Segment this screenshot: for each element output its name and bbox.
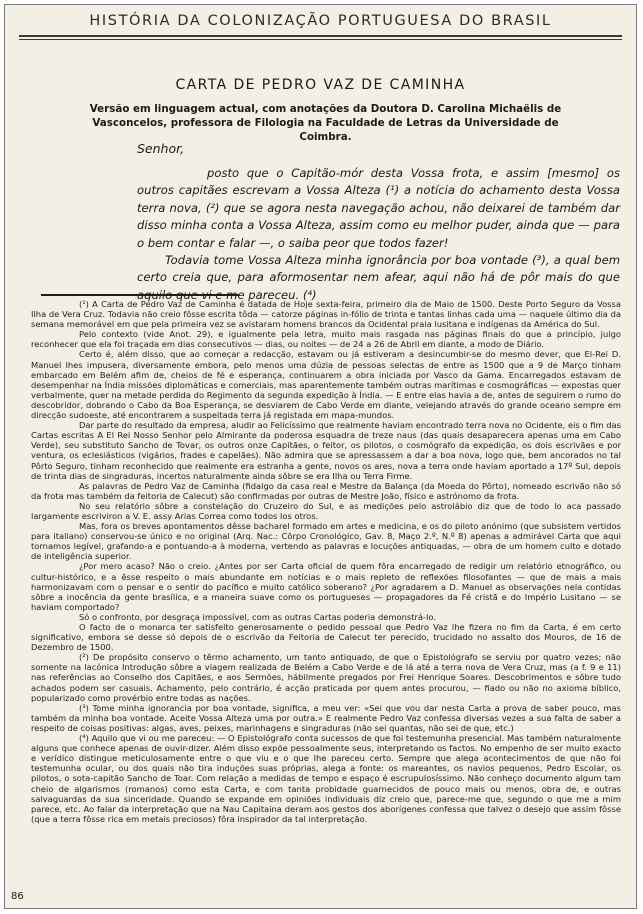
document-title: CARTA DE PEDRO VAZ DE CAMINHA <box>175 77 466 93</box>
footnote-paragraph: As palavras de Pedro Vaz de Caminha (fidalgo da casa real e Mestre da Balança (da Moeda do Pôrto), nomeado escrivão não só da frota mas também da feitoria de Calecut) são confirmadas por outras de Mestre João, físico e astrónomo da frota. <box>31 480 621 501</box>
footnote-paragraph: (³) Tome minha ignorancia por boa vontade, significa, a meu ver: «Sei que vou dar nesta Carta a prova de saber pouco, mas também da minha boa vontade. Aceite Vossa Alteza uma por outra.» E realmente Pedro Vaz confessa diversas vezes a sua falta de saber a respeito de coisas positivas: algas, aves, peixes, marinhagens e singraduras (não sei quantas, não sei de que, etc.) <box>31 702 621 733</box>
running-head: HISTÓRIA DA COLONIZAÇÃO PORTUGUESA DO BRASIL <box>89 13 552 29</box>
footnote-paragraph: O facto de o monarca ter satisfeito generosamente o pedido pessoal que Pedro Vaz lhe fizera no fim da Carta, é em certo significativo, embora se desse só depois de o escrivão da Feitoria de Calecut ter perecido, trucidado no assalto dos Mouros, de 16 de Dezembro de 1500. <box>31 622 621 653</box>
footnote-paragraph: ¿Por mero acaso? Não o creio. ¿Antes por ser Carta oficial de quem fôra encarregado de redigir um relatório etnográfico, ou cultur-histórico, e a êsse respeito o mais abundante em notícias e o mais repleto de reflexões filosofantes — que de mais a mais harmonizavam com o pensar e o sentir do pacífico e muito católico soberano? ¿Por agradarem a D. Manuel as observações nela contidas sôbre a inocência da gente brasílica, e a maneira suave como os portugueses — propagadores da Fé cristã e do Império Lusitano — se haviam comportado? <box>31 561 621 612</box>
footnotes <box>31 299 621 824</box>
letter-paragraph: Todavia tome Vossa Alteza minha ignorância por boa vontade (³), a qual bem certo creia que, para aformosentar nem afear, aqui não há de pôr mais do que aquilo que vi e me pareceu. (⁴) <box>137 253 620 302</box>
header-rule <box>19 35 622 37</box>
letter-salutation: Senhor, <box>137 141 185 156</box>
letter-paragraph: posto que o Capitão-mór desta Vossa frota, e assim [mesmo] os outros capitães escrevam a Vossa Alteza (¹) a notícia do achamento desta Vossa terra nova, (²) que se agora nesta navegação achou, não deixarei de também dar disso minha conta a Vossa Alteza, assim como eu melhor puder, ainda que — para o bem contar e falar —, o saiba peor que todos fazer! <box>137 166 620 250</box>
page-number: 86 <box>11 891 24 902</box>
footnote-paragraph: Mas, fora os breves apontamentos dêsse bacharel formado em artes e medicina, e os do piloto anónimo (que subsistem vertidos para italiano) conservou-se único e no original (Arq. Nac.: Côrpo Cronológico, Gav. 8, Maço 2.º, N.º 8) apenas a admirável Carta que aqui tornamos legível, grafando-a e pontuando-a à moderna, vertendo as palavras e locuções antiquadas, — obra de um homem culto e dotado de inteligência superior. <box>31 521 621 562</box>
header-rule-thin <box>19 39 622 40</box>
footnote-paragraph: Só o confronto, por desgraça impossível, com as outras Cartas poderia demonstrá-lo. <box>79 611 436 622</box>
footnote-separator <box>41 294 239 296</box>
footnote-paragraph: Pelo contexto (vide Anot. 29), e igualmente pela letra, muito mais rasgada nas páginas finais do que a princípio, julgo reconhecer que ela foi traçada em dias consecutivos — dias, ou noites — de 24 a 26 de Abril em diante, a modo de Diário. <box>31 329 621 350</box>
footnote-paragraph: (²) De propósito conservo o têrmo achamento, um tanto antiquado, de que o Epistológrafo se serviu por quatro vezes; não somente na lacónica Introdução sôbre a viagem realizada de Belém a Cabo Verde e de lá até a terra nova de Vera Cruz, mas (a f. 9 e 11) nas referências ao Conselho dos Capitães, e aos Sermões, hábilmente pregados por Frei Henrique Soares. Descobrimentos e sôbre tudo achados podem ser casuais. Achamento, pelo contrário, é acção praticada por quem antes procurou, — fiado ou não no axioma bíblico, popularizado como provérbio entre todas as nações. <box>31 652 621 703</box>
footnote-paragraph: (⁴) Aquilo que vi ou me pareceu: — O Epistológrafo conta sucessos de que foi testemunha presencial. Mas também naturalmente alguns que conhece apenas de ouvir-dizer. Além disso expõe pessoalmente seus, interpretando os factos. No empenho de ser muito exacto e verídico distingue meticulosamente entre o que viu e o que lhe pareceu certo. Sempre que alega acontecimentos de que não foi testemunha ocular, ou dos quais não tira induções suas próprias, alega a fonte: os mareantes, os navios pequenos, Pedro Escolar, os pilotos, o sota-capitão Sancho de Toar. Com relação a medidas de tempo e espaço é escrupulosíssimo. Não conheço documento algum tam cheio de algarismos (romanos) como esta Carta, e com tanta probidade guarnecidos de pouco mais ou menos, obra de, e outras salvaguardas da sua sinceridade. Quando se expande em opiniões individuais diz creio que, parece-me que, segundo o que me a mim parece, etc. Ao falar da interpretação que na Nau Capitaina deram aos gestos dos aborígenes confessa que talvez o desejo que assim fôsse (que a terra fôsse rica em metais preciosos) fôra inspirador da tal interpretação. <box>31 733 621 824</box>
document-subtitle: Versão em linguagem actual, com anotações da Doutora D. Carolina Michaëlis de Vasconcelos, professora de Filologia na Faculdade de Letras da Universidade de Coimbra. <box>89 103 562 143</box>
book-page <box>4 4 637 909</box>
footnote-paragraph: Certo é, além disso, que ao começar a redacção, estavam ou já estiveram a desincumbir-se do mesmo dever, que El-Rei D. Manuel lhes impusera, diversamente embora, pelo menos uma dúzia de pessoas selectas de entre as 1500 que a 9 de Março tinham embarcado em Belém afim de, cheios de fé e esperança, continuarem a obra iniciada por Vasco da Gama. Encarregados estavam de desempenhar na Índia missões diplomáticas e comerciais, mas aparentemente também outras marítimas e cosmográficas — expostas quer verbalmente, quer na metade perdida do Regimento da segunda expedição à Índia. — E entre elas havia a de, antes de seguirem o rumo do descobridor, dobrando o Cabo da Boa Esperança, se desviarem de Cabo Verde em diante, velejando através do grande oceano sempre em direcção sudoeste, até encontrarem a suspeitada terra já registada em mapa-mundos. <box>31 349 621 421</box>
letter-body <box>137 165 620 304</box>
footnote-paragraph: No seu relatório sôbre a constelação do Cruzeiro do Sul, e as medições pelo astrolábio diz que de todo lo aca passado largamente escriviron a V. E. assy Arias Correa como todos los otros. <box>31 500 621 521</box>
footnote-paragraph: Dar parte do resultado da empresa, aludir ao Felicíssimo que realmente haviam encontrado terra nova no Ocidente, eis o fim das Cartas escritas A El Rei Nosso Senhor pelo Almirante da poderosa esquadra de treze naus (das quais desaparecera apenas uma em Cabo Verde), seu substituto Sancho de Tovar, os outros onze Capitães, o feitor, os pilotos, o cosmógrafo da expedição, os dois escrivães e por ventura, os eclesiásticos (vigários, frades e capelães). Não admira que se apressassem a dar a boa nova, logo que, bem ancorados no tal Pôrto Seguro, tinham reconhecido que realmente era estranha a gente, novos os ares, nova a terra onde haviam aportado a 17º Sul, depois de trinta dias de singraduras, incertos naturalmente ainda sôbre se era Ilha ou Terra Firme. <box>31 420 621 481</box>
footnote-paragraph: (¹) A Carta de Pedro Vaz de Caminha é datada de Hoje sexta-feira, primeiro dia de Maio de 1500. Deste Porto Seguro da Vossa Ilha de Vera Cruz. Todavia não creio fôsse escrita tôda — catorze páginas in-fólio de trinta e tantas linhas cada uma — naquele último dia da semana memorável em que pela primeira vez se avistaram homens brancos da Ocidental praia lusitana e indígenas da América do Sul. <box>31 299 621 330</box>
